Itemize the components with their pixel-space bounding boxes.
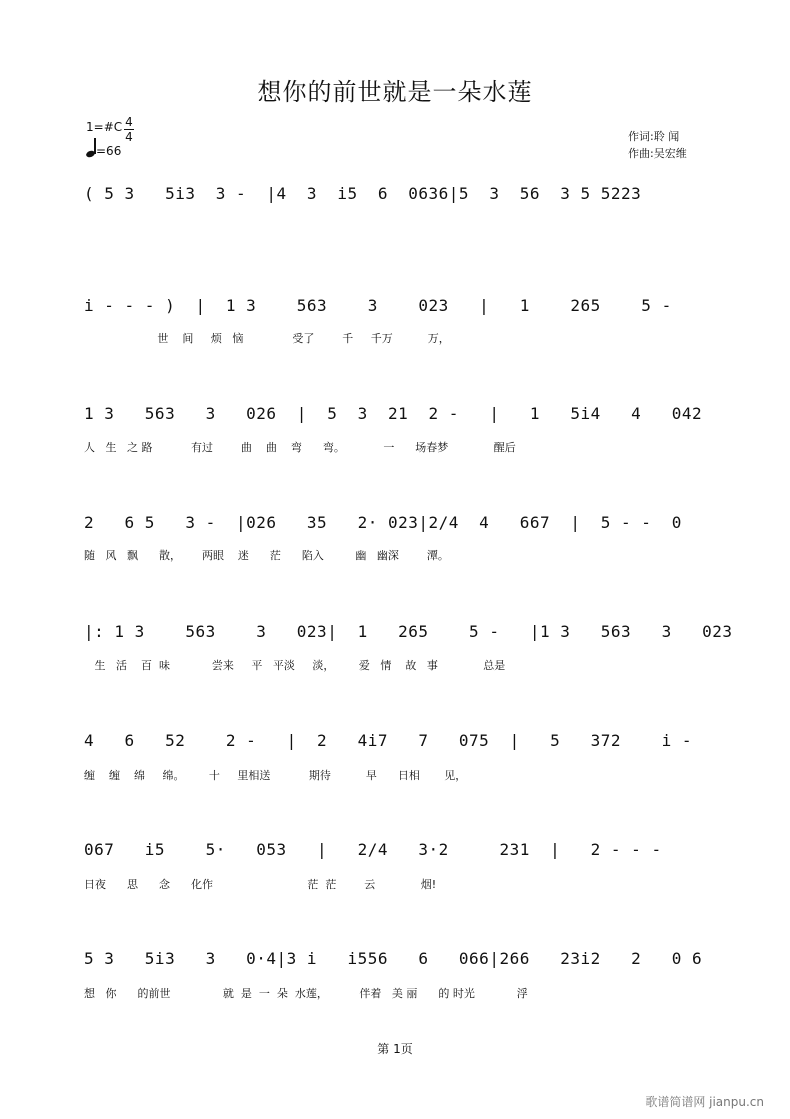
watermark: 歌谱简谱网 jianpu.cn — [645, 1095, 764, 1109]
tempo-value: =66 — [96, 144, 122, 158]
lyricist: 作词:聆 闻 — [628, 130, 680, 143]
staff-line-7 — [84, 834, 730, 864]
staff-line-8 — [84, 943, 730, 973]
staff-line-3 — [84, 398, 730, 428]
quarter-note-icon — [86, 138, 96, 158]
staff-line-4 — [84, 507, 730, 537]
music-line: 067 i5 5· 053 | 2/4 3·2 231 | 2 - - - — [84, 839, 662, 859]
page-title: 想你的前世就是一朵水莲 — [257, 78, 533, 106]
lyric-line-6: 缠 缠 绵 绵。 十 里相送 期待 早 日相 见， — [84, 769, 467, 782]
music-line: ( 5 3 5i3 3 - |4 3 i5 6 0636|5 3 56 3 5 5223 — [84, 183, 642, 203]
staff-line-6 — [84, 725, 730, 755]
music-line: 4 6 52 2 - | 2 4i7 7 075 | 5 372 i - — [84, 730, 692, 750]
lyric-line-3: 人 生 之 路 有过 曲 曲 弯 弯。 一 场春梦 醒后 — [84, 441, 516, 454]
page-number: 第 1页 — [377, 1042, 413, 1056]
time-sig-bottom: 4 — [125, 130, 133, 144]
staff-line-5 — [84, 616, 733, 646]
music-line: 1 3 563 3 026 | 5 3 21 2 - | 1 5i4 4 042 — [84, 403, 703, 423]
staff-line-2 — [84, 290, 730, 320]
lyric-line-2: 世 间 烦 恼 受了 千 千万 万， — [84, 332, 450, 345]
lyric-line-5: 生 活 百 味 尝来 平 平淡 淡， 爱 情 故 事 总是 — [84, 659, 506, 672]
lyric-line-7: 日夜 思 念 化作 茫 茫 云 烟! — [84, 878, 437, 891]
tempo-marking — [86, 138, 121, 158]
staff-line-1 — [84, 178, 730, 208]
credits — [628, 128, 687, 162]
time-sig-top: 4 — [125, 115, 133, 129]
time-signature — [124, 116, 134, 143]
music-line: i - - - ) | 1 3 563 3 023 | 1 265 5 - — [84, 295, 672, 315]
lyric-line-8: 想 你 的前世 就 是 一 朵 水莲， 伴着 美 丽 的 时光 浮 — [84, 987, 528, 1000]
music-line: 2 6 5 3 - |026 35 2· 023|2/4 4 667 | 5 - - 0 — [84, 512, 682, 532]
music-line: |: 1 3 563 3 023| 1 265 5 - |1 3 563 3 023 — [84, 621, 733, 641]
lyric-line-4: 随 风 飘 散， 两眼 迷 茫 陷入 幽 幽深 潭。 — [84, 549, 449, 562]
composer: 作曲:吴宏维 — [628, 147, 687, 160]
music-line: 5 3 5i3 3 0·4|3 i i556 6 066|266 23i2 2 0 6 — [84, 948, 703, 968]
key-signature: 1=#C — [86, 120, 123, 134]
